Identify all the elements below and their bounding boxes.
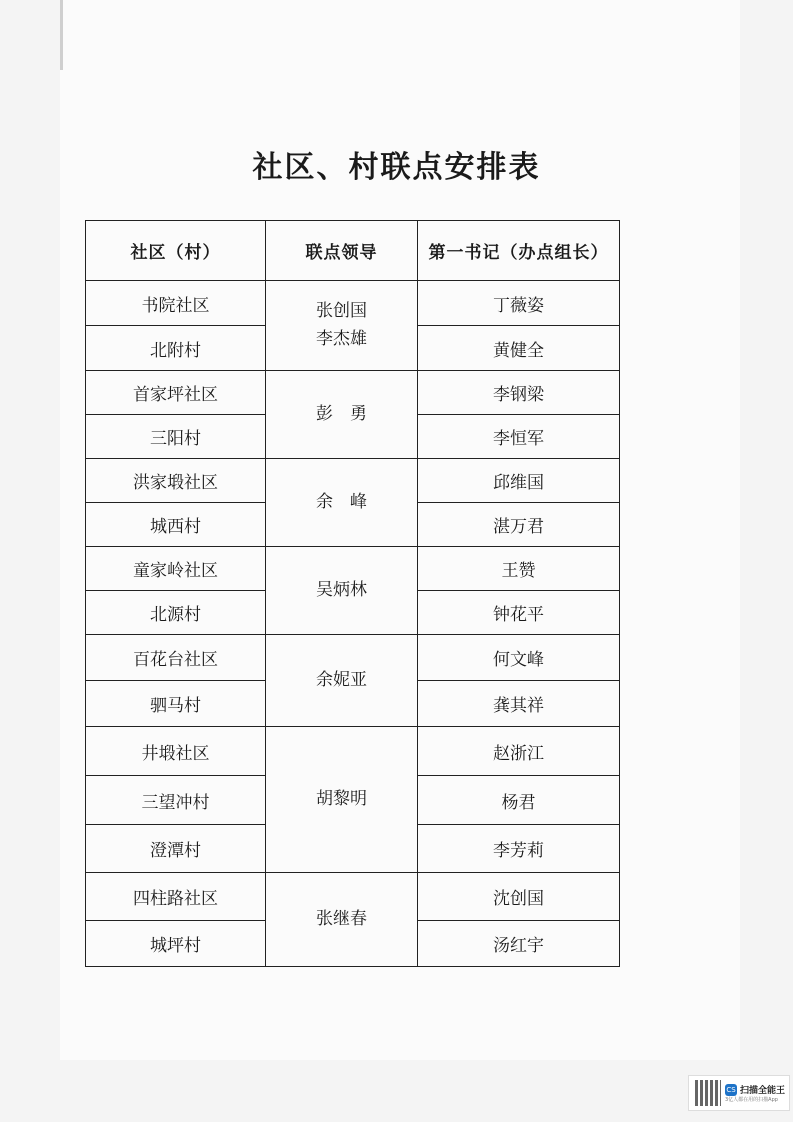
secretary-cell: 丁薇姿	[418, 281, 620, 326]
leader-cell	[266, 873, 418, 967]
secretary-cell: 何文峰	[418, 635, 620, 681]
watermark-subtitle: 3亿人都在用的扫描App	[725, 1097, 778, 1103]
roster-table	[85, 220, 620, 967]
community-cell: 城西村	[86, 503, 266, 547]
leader-name: 彭 勇	[316, 403, 367, 424]
scanner-watermark	[688, 1075, 790, 1111]
community-cell: 北附村	[86, 326, 266, 371]
table-row	[86, 727, 620, 776]
community-cell: 童家岭社区	[86, 547, 266, 591]
secretary-cell: 钟花平	[418, 591, 620, 635]
community-cell: 驷马村	[86, 681, 266, 727]
leader-name: 李杰雄	[316, 328, 367, 349]
community-cell: 百花台社区	[86, 635, 266, 681]
table-row	[86, 281, 620, 326]
leader-name: 胡黎明	[316, 788, 367, 809]
community-cell: 北源村	[86, 591, 266, 635]
secretary-cell: 赵浙江	[418, 727, 620, 776]
table-row	[86, 547, 620, 591]
leader-name: 张创国	[316, 301, 367, 322]
secretary-cell: 李芳莉	[418, 825, 620, 873]
leader-cell	[266, 727, 418, 873]
scan-edge	[60, 0, 63, 70]
leader-name: 吴炳林	[316, 579, 367, 600]
community-cell: 四柱路社区	[86, 873, 266, 921]
header-leader: 联点领导	[266, 221, 418, 281]
leader-name: 张继春	[316, 908, 367, 929]
community-cell: 城坪村	[86, 921, 266, 967]
secretary-cell: 邱维国	[418, 459, 620, 503]
community-cell: 澄潭村	[86, 825, 266, 873]
qr-code-icon	[695, 1080, 721, 1106]
leader-name: 余 峰	[316, 491, 367, 512]
leader-cell	[266, 281, 418, 371]
table-row	[86, 459, 620, 503]
table-row	[86, 873, 620, 921]
leader-cell	[266, 371, 418, 459]
secretary-cell: 龚其祥	[418, 681, 620, 727]
community-cell: 井塅社区	[86, 727, 266, 776]
camscanner-logo-icon: CS	[726, 1085, 736, 1094]
leader-cell	[266, 547, 418, 635]
secretary-cell: 杨君	[418, 776, 620, 825]
community-cell: 书院社区	[86, 281, 266, 326]
community-cell: 首家坪社区	[86, 371, 266, 415]
header-row	[86, 221, 620, 281]
secretary-cell: 湛万君	[418, 503, 620, 547]
leader-cell	[266, 635, 418, 727]
watermark-brand: 扫描全能王	[740, 1086, 786, 1096]
secretary-cell: 黄健全	[418, 326, 620, 371]
table-row	[86, 371, 620, 415]
community-cell: 三望冲村	[86, 776, 266, 825]
table-row	[86, 635, 620, 681]
secretary-cell: 汤红宇	[418, 921, 620, 967]
community-cell: 三阳村	[86, 415, 266, 459]
community-cell: 洪家塅社区	[86, 459, 266, 503]
leader-cell	[266, 459, 418, 547]
leader-name: 余妮亚	[316, 669, 367, 690]
roster-body	[86, 281, 620, 967]
header-secretary: 第一书记（办点组长）	[418, 221, 620, 281]
secretary-cell: 王赞	[418, 547, 620, 591]
secretary-cell: 李钢梁	[418, 371, 620, 415]
page-title: 社区、村联点安排表	[252, 150, 541, 185]
secretary-cell: 李恒军	[418, 415, 620, 459]
header-community: 社区（村）	[86, 221, 266, 281]
secretary-cell: 沈创国	[418, 873, 620, 921]
